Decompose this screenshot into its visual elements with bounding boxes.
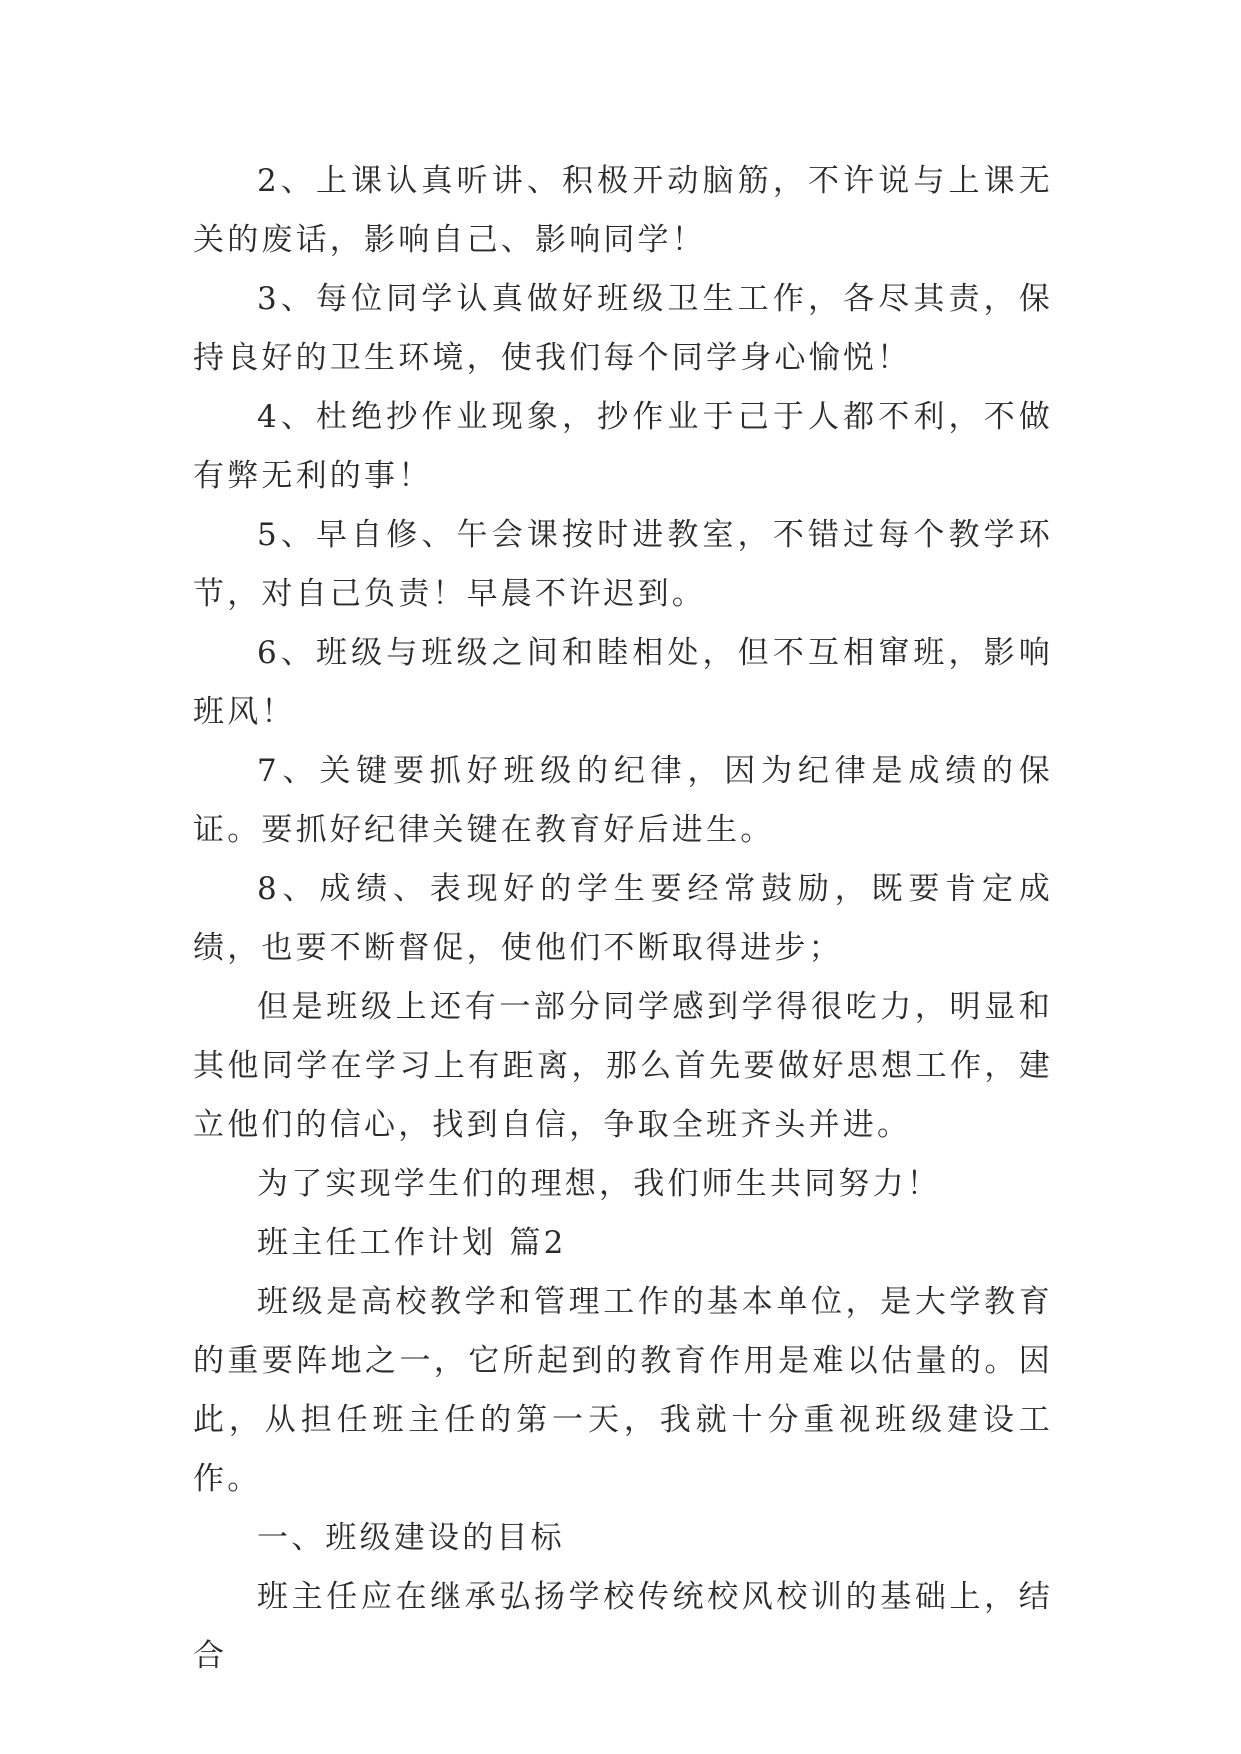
rule-item-6: 6、班级与班级之间和睦相处，但不互相窜班，影响班风！ <box>193 635 1053 730</box>
body-paragraph: 班主任应在继承弘扬学校传统校风校训的基础上，结合 <box>193 1579 1053 1674</box>
rule-item-3: 3、每位同学认真做好班级卫生工作，各尽其责，保持良好的卫生环境，使我们每个同学身心愉悦！ <box>193 281 1053 376</box>
closing-paragraph: 为了实现学生们的理想，我们师生共同努力！ <box>257 1166 941 1202</box>
body-paragraph: 班级是高校教学和管理工作的基本单位，是大学教育的重要阵地之一，它所起到的教育作用是难以估量的。因此，从担任班主任的第一天，我就十分重视班级建设工作。 <box>193 1284 1053 1497</box>
rule-item-4: 4、杜绝抄作业现象，抄作业于己于人都不利，不做有弊无利的事！ <box>193 399 1053 494</box>
rule-item-8: 8、成绩、表现好的学生要经常鼓励，既要肯定成绩，也要不断督促，使他们不断取得进步； <box>193 871 1053 966</box>
section-title: 班主任工作计划 篇2 <box>257 1225 567 1261</box>
rule-item-2: 2、上课认真听讲、积极开动脑筋，不许说与上课无关的废话，影响自己、影响同学！ <box>193 163 1053 258</box>
body-paragraph: 但是班级上还有一部分同学感到学得很吃力，明显和其他同学在学习上有距离，那么首先要做好思想工作，建立他们的信心，找到自信，争取全班齐头并进。 <box>193 989 1053 1143</box>
document-body <box>193 152 1053 1686</box>
rule-item-7: 7、关键要抓好班级的纪律，因为纪律是成绩的保证。要抓好纪律关键在教育好后进生。 <box>193 753 1053 848</box>
rule-item-5: 5、早自修、午会课按时进教室，不错过每个教学环节，对自己负责！早晨不许迟到。 <box>193 517 1053 612</box>
subsection-heading: 一、班级建设的目标 <box>257 1520 565 1556</box>
